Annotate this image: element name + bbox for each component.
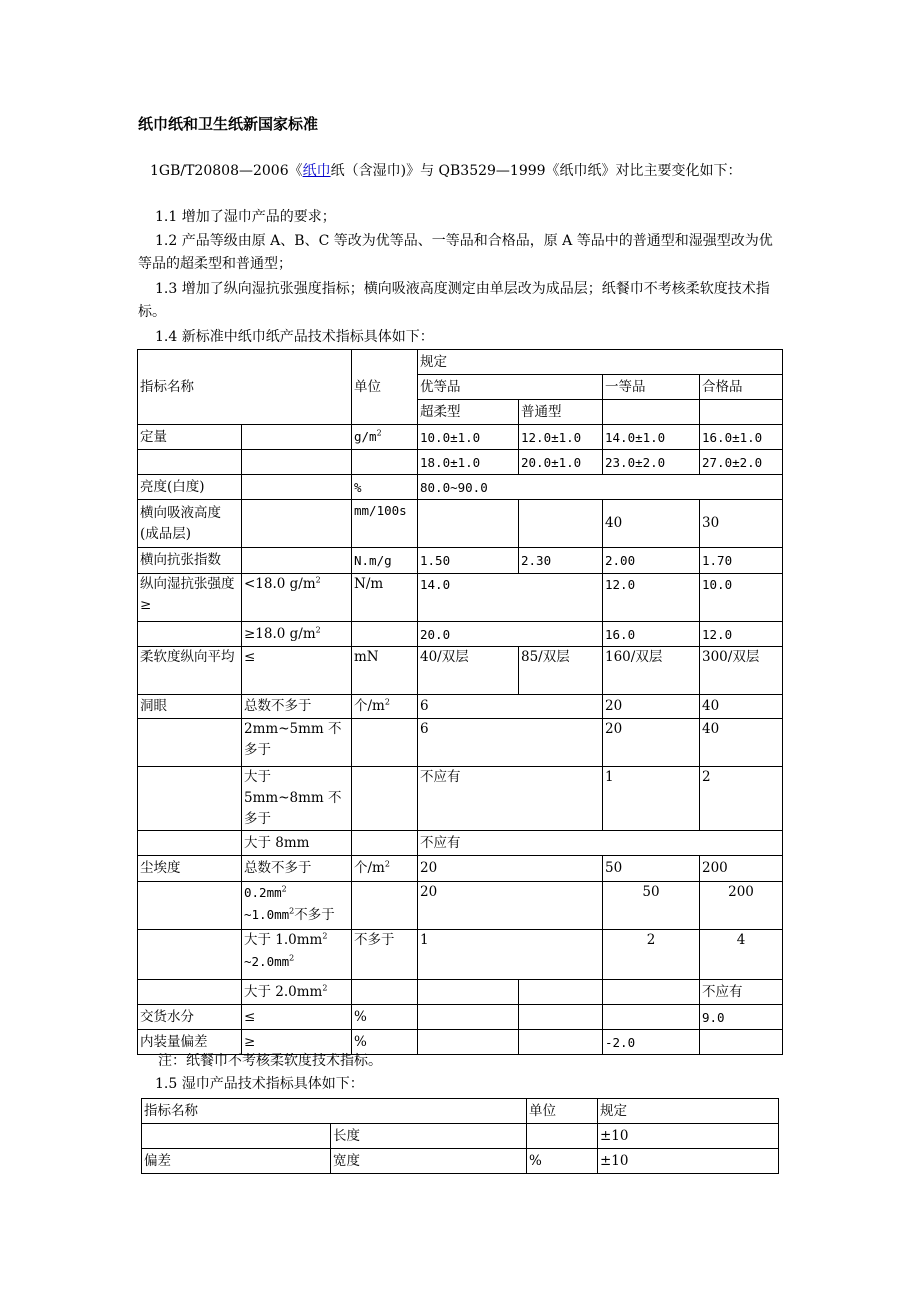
row-wet-tensile-label: 纵向湿抗张强度 ≥	[138, 574, 242, 622]
table-cell: 16.0	[603, 622, 700, 647]
weight-unit: $g/m^2$	[352, 425, 418, 450]
header-unit: 单位	[527, 1099, 598, 1124]
table-cell: 27.0±2.0	[700, 450, 783, 475]
table-cell: %	[352, 1030, 418, 1055]
table-cell: N.m/g	[352, 548, 418, 574]
wet-wipe-spec-table	[141, 1098, 779, 1174]
table-cell: mm/100s	[352, 500, 418, 548]
table-cell: 40	[700, 695, 783, 719]
header-unit: 单位	[352, 350, 418, 425]
table-cell: 9.0	[700, 1005, 783, 1030]
table-cell: 16.0±1.0	[700, 425, 783, 450]
table-cell: ≥	[242, 1030, 352, 1055]
table-cell: %	[352, 475, 418, 500]
table-cell: %	[527, 1149, 598, 1174]
row-content-deviation-label: 内装量偏差	[138, 1030, 242, 1055]
table-cell: 4	[700, 930, 783, 980]
header-ultra-soft: 超柔型	[418, 400, 519, 425]
table-cell: 40	[603, 500, 700, 548]
row-width-label: 宽度	[331, 1149, 527, 1174]
table-cell: 300/双层	[700, 647, 783, 695]
table-cell: 2.30	[519, 548, 603, 574]
row-softness-label: 柔软度纵向平均	[138, 647, 242, 695]
header-excellent: 优等品	[418, 375, 603, 400]
table-cell: 总数不多于	[242, 856, 352, 882]
header-spec: 规定	[418, 350, 783, 375]
table-cell: $0.2mm^2$ $\sim 1.0mm^2$不多于	[242, 882, 352, 930]
table-cell: 个$/m^2$	[352, 856, 418, 882]
row-length-label: 长度	[331, 1124, 527, 1149]
table-cell: 1.50	[418, 548, 519, 574]
point-1-5: 1.5 湿巾产品技术指标具体如下：	[155, 1076, 364, 1092]
table-cell: 总数不多于	[242, 695, 352, 719]
intro-prefix: 1GB/T20808—2006《	[150, 163, 303, 179]
table-cell: 10.0±1.0	[418, 425, 519, 450]
table-cell: ±10	[598, 1149, 779, 1174]
row-weight-label: 定量	[138, 425, 242, 450]
table-cell: 1.70	[700, 548, 783, 574]
table-cell: 不多于	[352, 930, 418, 980]
table-cell: 大于 $1.0mm^2$ $\sim 2.0mm^2$	[242, 930, 352, 980]
table-cell: N/m	[352, 574, 418, 622]
table-cell: 20	[603, 719, 700, 767]
table-cell: ≤	[242, 1005, 352, 1030]
table-cell: 大于 8mm	[242, 831, 352, 856]
table-cell: 80.0~90.0	[418, 475, 783, 500]
table-cell: 不应有	[700, 980, 783, 1005]
table-cell: 12.0±1.0	[519, 425, 603, 450]
table-cell: 6	[418, 719, 603, 767]
table-cell: 大于 5mm~8mm 不多于	[242, 767, 352, 831]
row-moisture-label: 交货水分	[138, 1005, 242, 1030]
table-cell: 200	[700, 856, 783, 882]
table-cell: 1	[418, 930, 603, 980]
table-cell: %	[352, 1005, 418, 1030]
point-1-2: 1.2 产品等级由原 A、B、C 等改为优等品、一等品和合格品，原 A 等品中的普通型和湿强型改为优等品的超柔型和普通型；	[138, 233, 773, 272]
row-holes-label: 洞眼	[138, 695, 242, 719]
table-cell: 10.0	[700, 574, 783, 622]
table-cell: 50	[603, 856, 700, 882]
table-cell: 6	[418, 695, 603, 719]
table-cell: 14.0	[418, 574, 603, 622]
row-deviation-label: 偏差	[142, 1149, 331, 1174]
table-cell: 不应有	[418, 831, 783, 856]
table-cell: 2	[603, 930, 700, 980]
header-spec: 规定	[598, 1099, 779, 1124]
table-note: 注：纸餐巾不考核柔软度技术指标。	[158, 1053, 382, 1069]
table-cell: 2	[700, 767, 783, 831]
paper-towel-link[interactable]: 纸巾	[302, 163, 331, 179]
table-cell: 23.0±2.0	[603, 450, 700, 475]
table-cell: 200	[700, 882, 783, 930]
table-cell: 大于 $2.0mm^2$	[242, 980, 352, 1005]
table-cell: 不应有	[418, 767, 603, 831]
table-cell: 18.0±1.0	[418, 450, 519, 475]
header-normal: 普通型	[519, 400, 603, 425]
tissue-spec-table	[137, 349, 783, 1055]
table-cell: 20	[603, 695, 700, 719]
header-qualified: 合格品	[700, 375, 783, 400]
header-indicator-name: 指标名称	[142, 1099, 527, 1124]
table-cell: 30	[700, 500, 783, 548]
header-first-grade: 一等品	[603, 375, 700, 400]
header-indicator-name: 指标名称	[138, 350, 352, 425]
table-cell: ≥18.0 $g/m^2$	[242, 622, 352, 647]
table-cell: 12.0	[700, 622, 783, 647]
row-dust-label: 尘埃度	[138, 856, 242, 882]
page-title: 纸巾纸和卫生纸新国家标准	[138, 115, 319, 133]
table-cell: 20	[418, 882, 603, 930]
table-cell: 12.0	[603, 574, 700, 622]
intro-suffix: 纸（含湿巾)》与 QB3529—1999《纸巾纸》对比主要变化如下：	[330, 163, 742, 179]
row-tensile-label: 横向抗张指数	[138, 548, 242, 574]
table-cell: mN	[352, 647, 418, 695]
table-cell: 14.0±1.0	[603, 425, 700, 450]
table-cell: 160/双层	[603, 647, 700, 695]
table-cell: 20	[418, 856, 603, 882]
table-cell: 20.0±1.0	[519, 450, 603, 475]
table-cell: 2.00	[603, 548, 700, 574]
table-cell: 1	[603, 767, 700, 831]
intro-paragraph	[150, 160, 742, 183]
table-cell: ±10	[598, 1124, 779, 1149]
table-cell: ≤	[242, 647, 352, 695]
table-cell: 40	[700, 719, 783, 767]
point-1-4: 1.4 新标准中纸巾纸产品技术指标具体如下：	[155, 329, 434, 345]
table-cell: 20.0	[418, 622, 603, 647]
row-brightness-label: 亮度(白度)	[138, 475, 242, 500]
table-cell: -2.0	[603, 1030, 700, 1055]
table-cell: 50	[603, 882, 700, 930]
point-1-3: 1.3 增加了纵向湿抗张强度指标；横向吸液高度测定由单层改为成品层；纸餐巾不考核柔软度技术指标。	[138, 281, 770, 320]
row-absorb-label: 横向吸液高度(成品层)	[138, 500, 242, 548]
point-1-1: 1.1 增加了湿巾产品的要求；	[155, 209, 336, 225]
table-cell: 2mm~5mm 不多于	[242, 719, 352, 767]
table-cell: <18.0 $g/m^2$	[242, 574, 352, 622]
table-cell: 40/双层	[418, 647, 519, 695]
table-cell: 个$/m^2$	[352, 695, 418, 719]
table-cell: 85/双层	[519, 647, 603, 695]
